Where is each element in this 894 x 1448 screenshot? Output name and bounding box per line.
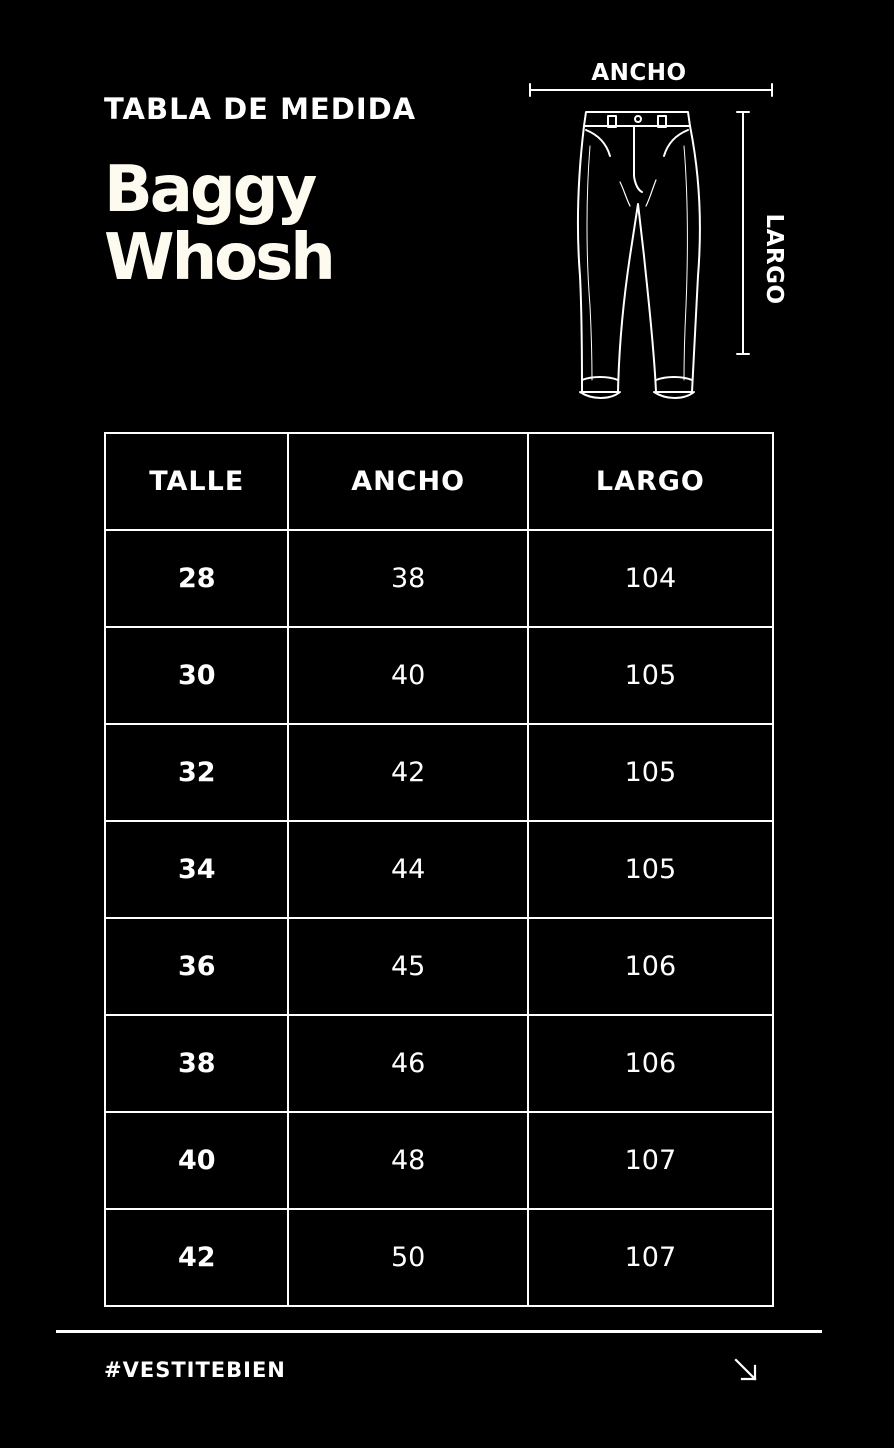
arrow-down-right-icon: [732, 1356, 760, 1384]
size-cell: 28: [105, 530, 288, 627]
length-cell: 105: [528, 627, 773, 724]
table-row: [105, 918, 773, 1015]
width-cell: 45: [288, 918, 527, 1015]
width-cell: 46: [288, 1015, 527, 1112]
length-cell: 106: [528, 918, 773, 1015]
pants-icon: [520, 56, 800, 416]
hashtag: #VESTITEBIEN: [104, 1358, 286, 1382]
width-cell: 48: [288, 1112, 527, 1209]
width-dimension-label: ANCHO: [591, 60, 687, 86]
size-chart-table: [104, 432, 774, 1307]
width-cell: 38: [288, 530, 527, 627]
title-line-2: Whosh: [104, 221, 333, 295]
width-cell: 42: [288, 724, 527, 821]
table-row: [105, 724, 773, 821]
size-cell: 38: [105, 1015, 288, 1112]
table-row: [105, 1209, 773, 1306]
title-line-1: Baggy: [104, 153, 315, 227]
table-row: [105, 530, 773, 627]
length-cell: 107: [528, 1209, 773, 1306]
length-dimension-label: LARGO: [761, 213, 787, 305]
width-cell: 44: [288, 821, 527, 918]
length-cell: 106: [528, 1015, 773, 1112]
product-title: [104, 153, 333, 295]
width-dimension-line: [530, 84, 772, 96]
table-row: [105, 821, 773, 918]
table-row: [105, 627, 773, 724]
subtitle: TABLA DE MEDIDA: [104, 92, 417, 126]
size-cell: 34: [105, 821, 288, 918]
table-row: [105, 1015, 773, 1112]
length-cell: 104: [528, 530, 773, 627]
table-header-row: [105, 433, 773, 530]
width-cell: 50: [288, 1209, 527, 1306]
length-dimension-line: [737, 112, 749, 354]
size-cell: 42: [105, 1209, 288, 1306]
length-cell: 105: [528, 724, 773, 821]
width-cell: 40: [288, 627, 527, 724]
size-cell: 36: [105, 918, 288, 1015]
length-cell: 107: [528, 1112, 773, 1209]
size-cell: 30: [105, 627, 288, 724]
size-cell: 40: [105, 1112, 288, 1209]
footer-divider: [56, 1330, 822, 1333]
size-cell: 32: [105, 724, 288, 821]
header-length: LARGO: [528, 433, 773, 530]
header-width: ANCHO: [288, 433, 527, 530]
header-size: TALLE: [105, 433, 288, 530]
length-cell: 105: [528, 821, 773, 918]
table-row: [105, 1112, 773, 1209]
